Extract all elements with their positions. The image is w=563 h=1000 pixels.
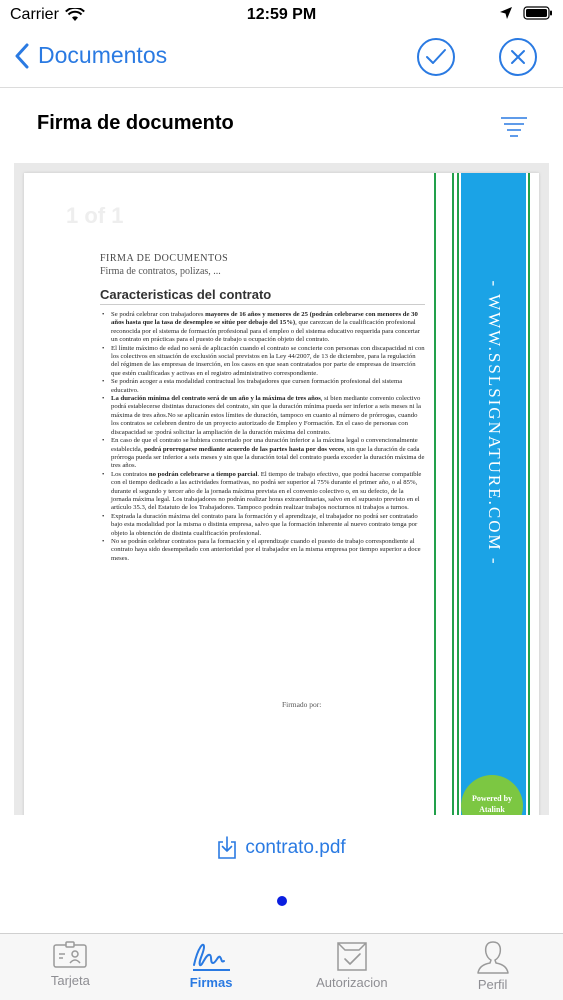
navigation-bar bbox=[0, 30, 563, 88]
download-icon bbox=[217, 836, 237, 860]
confirm-button[interactable] bbox=[417, 38, 455, 76]
section-divider bbox=[100, 304, 425, 305]
sort-menu-icon[interactable] bbox=[499, 116, 529, 138]
document-header-title: FIRMA DE DOCUMENTOS bbox=[100, 253, 229, 264]
close-button[interactable] bbox=[499, 38, 537, 76]
document-viewer[interactable] bbox=[14, 163, 549, 815]
approval-box-icon bbox=[333, 939, 371, 973]
battery-icon bbox=[523, 6, 553, 20]
tab-label: Firmas bbox=[189, 975, 233, 990]
checkmark-icon bbox=[425, 48, 447, 66]
nav-actions bbox=[417, 38, 537, 76]
tab-tarjeta[interactable] bbox=[0, 934, 141, 1000]
list-item: • Se podrán acoger a esta modalidad contractual los trabajadores que cursen formación profesional del sistema educativo. bbox=[100, 378, 425, 395]
list-item: • La duración mínima del contrato será de un año y la máxima de tres años, si bien mediante convenio colectivo podrá establecerse distintas duraciones del contrato, sin que la duración mínima pueda ser inferior a seis meses ni la máxima de tres años.No se aplicarán estos límites de duración, tampoco en cuanto al número de prórrogas, cuando los contratos se celebren dentro de un proyecto autorizado de Empleo y Formación. En el caso de personas con discapacidad se :podrá solicitar la ampliación de la duración máxima del contrato. bbox=[100, 395, 425, 437]
list-item: • En caso de que el contrato se hubiera concertado por una duración inferior a la máxima legal o convencionalmente establecida, podrá prorrogarse mediante acuerdo de las partes hasta por dos veces, sin que la duración de cada prórroga pueda ser inferior a seis meses y sin que la duración total del contrato pueda exceder la duración máxima de tres años. bbox=[100, 437, 425, 471]
chevron-left-icon bbox=[14, 43, 30, 69]
file-name: contrato.pdf bbox=[245, 837, 346, 858]
back-button[interactable] bbox=[14, 42, 167, 69]
title-row bbox=[0, 90, 563, 160]
list-item: • Expirada la duración máxima del contrato para la formación y el aprendizaje, el trabajador no podrá ser contratado bajo esta modalidad por la misma o distinta empresa, salvo que la formación inherente al nuevo contrato tenga por objeto la obtención de distinta cualificación profesional. bbox=[100, 513, 425, 538]
file-download-link[interactable] bbox=[0, 836, 563, 860]
page-title: Firma de documento bbox=[37, 112, 234, 134]
status-bar bbox=[0, 0, 563, 30]
contract-terms-list bbox=[100, 311, 425, 563]
carrier-label: Carrier bbox=[10, 6, 59, 23]
list-item: • Se podrá celebrar con trabajadores mayores de 16 años y menores de 25 (podrán celebrarse con menores de 30 años hasta que la tasa de desempleo se sitúe por debajo del 15%), que carezcan de la cualificación profesional reconocida por el sistema de formación profesional para el empleo o del sistema educativo requerida para concertar un contrato en prácticas para el puesto de trabajo u ocupación objeto del contrato. bbox=[100, 311, 425, 345]
tab-bar bbox=[0, 933, 563, 1000]
tab-perfil[interactable] bbox=[422, 934, 563, 1000]
powered-by-badge: Powered by Atalink bbox=[461, 775, 523, 815]
list-item: • El límite máximo de edad no será de aplicación cuando el contrato se concierte con personas con discapacidad ni con los colectivos en situación de exclusión social previstos en la Ley 44/2007, de 13 de diciembre, para la regulación del régimen de las empresas de inserción, en los casos en que sean contratados por parte de empresas de inserción que estén cualificadas y activas en el registro administrativo correspondiente. bbox=[100, 345, 425, 379]
tab-firmas[interactable] bbox=[141, 934, 282, 1000]
person-icon bbox=[474, 939, 512, 975]
watermark-url: - WWW.SSLSIGNATURE.COM - bbox=[485, 280, 504, 566]
location-arrow-icon bbox=[499, 6, 513, 20]
tab-label: Autorizacion bbox=[316, 975, 388, 990]
tab-autorizacion[interactable] bbox=[282, 934, 423, 1000]
green-stripe bbox=[452, 173, 454, 815]
tab-label: Tarjeta bbox=[50, 973, 90, 988]
id-card-icon bbox=[51, 939, 89, 971]
signed-by-label: Firmado por: bbox=[282, 700, 322, 709]
list-item: • No se podrán celebrar contratos para la formación y el aprendizaje cuando el puesto de trabajo correspondiente al contrato haya sido desempeñado con anterioridad por el trabajador en la misma empresa por tiempo superior a doce meses. bbox=[100, 538, 425, 563]
document-section-title: Caracteristicas del contrato bbox=[100, 287, 272, 302]
status-right bbox=[499, 6, 553, 20]
signature-icon bbox=[190, 939, 232, 973]
tab-label: Perfil bbox=[477, 977, 508, 992]
back-label: Documentos bbox=[38, 42, 168, 68]
green-stripe bbox=[434, 173, 436, 815]
green-stripe bbox=[528, 173, 530, 815]
green-stripe bbox=[457, 173, 459, 815]
close-icon bbox=[510, 49, 526, 65]
document-header-subtitle: Firma de contratos, polizas, ... bbox=[100, 266, 221, 277]
list-item: • Los contratos no podrán celebrarse a tiempo parcial. El tiempo de trabajo efectivo, que podrá hacerse compatible con el tiempo dedicado a las actividades formativas, no podrá ser superior al 75% durante el primer año, o al 85%, durante el segundo y tercer año de la jornada máxima prevista en el convenio colectivo o, en su defecto, de la jornada máxima legal. Los trabajadores no podrán realizar horas extraordinarias, salvo en el supuesto previsto en el artículo 35.3, del Estatuto de los Trabajadores. Tampoco podrán realizar trabajos nocturnos ni trabajos a turnos. bbox=[100, 471, 425, 513]
status-time: 12:59 PM bbox=[246, 6, 317, 23]
document-page bbox=[24, 173, 539, 815]
page-counter: 1 of 1 bbox=[66, 203, 124, 228]
page-indicator-dot bbox=[277, 896, 287, 906]
